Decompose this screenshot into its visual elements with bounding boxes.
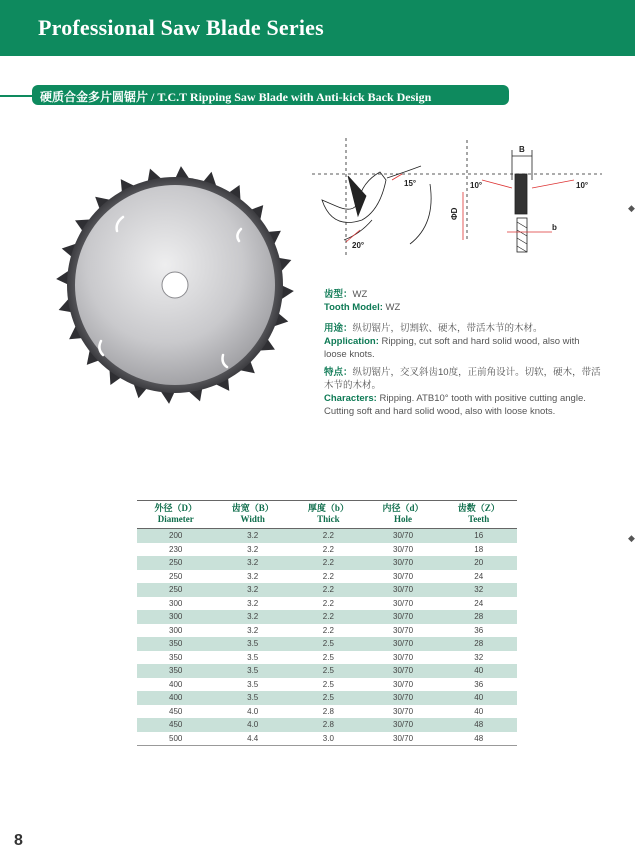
table-cell: 30/70 xyxy=(393,733,414,743)
table-cell: 3.5 xyxy=(214,664,291,678)
tooth-geometry-diagram xyxy=(312,130,607,260)
table-cell: 30/70 xyxy=(366,610,441,624)
table-cell: 450 xyxy=(137,718,214,732)
table-cell: 30/70 xyxy=(366,637,441,651)
table-row xyxy=(137,651,517,665)
table-row xyxy=(137,610,517,624)
table-row xyxy=(137,583,517,597)
thick-label: b xyxy=(552,223,557,232)
table-cell: 2.2 xyxy=(291,556,366,570)
tooth-model-block: 齿型：WZ Tooth Model: WZ xyxy=(324,289,401,313)
table-cell: 450 xyxy=(169,706,183,716)
header-banner xyxy=(0,0,635,56)
table-cell: 28 xyxy=(440,610,517,624)
page-number: 8 xyxy=(14,832,23,849)
table-cell: 2.2 xyxy=(291,529,366,543)
table-cell: 300 xyxy=(169,625,183,635)
table-cell: 3.5 xyxy=(214,691,291,705)
table-cell: 500 xyxy=(169,733,183,743)
table-row xyxy=(137,529,517,543)
table-cell: 32 xyxy=(440,583,517,597)
table-cell: 3.2 xyxy=(214,583,291,597)
table-cell: 200 xyxy=(137,529,214,543)
table-cell: 30/70 xyxy=(393,598,414,608)
table-cell: 2.5 xyxy=(322,679,334,689)
table-cell: 230 xyxy=(169,544,183,554)
header-diameter: 外径（D） Diameter xyxy=(154,503,197,524)
table-cell: 2.2 xyxy=(322,625,334,635)
application-block: 用途：纵切锯片，切割软、硬木，带活木节的木材。 Application: Ripping, cut soft and hard solid wood, also with loose knots. xyxy=(324,323,580,360)
table-cell: 400 xyxy=(169,679,183,689)
clearance-angle-label: 20° xyxy=(352,241,365,250)
table-cell: 250 xyxy=(169,571,183,581)
table-cell: 48 xyxy=(440,718,517,732)
table-cell: 2.2 xyxy=(291,610,366,624)
table-cell: 3.2 xyxy=(214,556,291,570)
table-cell: 250 xyxy=(137,556,214,570)
table-row xyxy=(137,624,517,638)
table-row xyxy=(137,637,517,651)
table-cell: 2.2 xyxy=(322,544,334,554)
table-cell: 350 xyxy=(137,637,214,651)
table-cell: 2.2 xyxy=(291,583,366,597)
table-cell: 30/70 xyxy=(393,679,414,689)
table-cell: 32 xyxy=(474,652,484,662)
table-cell: 48 xyxy=(474,733,484,743)
section-subtitle: 硬质合金多片圆锯片 / T.C.T Ripping Saw Blade with Anti-kick Back Design xyxy=(40,90,432,104)
table-cell: 2.5 xyxy=(291,691,366,705)
table-row xyxy=(137,664,517,678)
table-cell: 2.2 xyxy=(322,571,334,581)
spec-table xyxy=(137,500,517,746)
saw-blade-image xyxy=(55,165,295,405)
table-cell: 3.5 xyxy=(247,679,259,689)
header-thick: 厚度（b） Thick xyxy=(307,503,349,524)
table-cell: 30/70 xyxy=(366,556,441,570)
table-cell: 30/70 xyxy=(366,664,441,678)
table-cell: 2.8 xyxy=(322,706,334,716)
table-cell: 2.8 xyxy=(291,718,366,732)
table-cell: 2.2 xyxy=(322,598,334,608)
table-row xyxy=(137,732,517,746)
table-cell: 30/70 xyxy=(366,583,441,597)
table-cell: 3.2 xyxy=(247,625,259,635)
table-cell: 40 xyxy=(440,691,517,705)
table-cell: 3.2 xyxy=(247,571,259,581)
edge-marker: ◆ xyxy=(628,203,635,213)
table-cell: 40 xyxy=(440,664,517,678)
table-cell: 30/70 xyxy=(393,652,414,662)
table-cell: 4.0 xyxy=(247,706,259,716)
table-cell: 40 xyxy=(474,706,484,716)
table-cell: 4.0 xyxy=(214,718,291,732)
header-teeth: 齿数（Z） Teeth xyxy=(457,503,500,524)
bevel-angle-right-label: 10° xyxy=(576,181,589,190)
table-cell: 20 xyxy=(440,556,517,570)
table-cell: 2.5 xyxy=(291,637,366,651)
table-cell: 30/70 xyxy=(393,571,414,581)
table-cell: 16 xyxy=(440,529,517,543)
table-cell: 2.5 xyxy=(291,664,366,678)
table-cell: 3.0 xyxy=(322,733,334,743)
table-cell: 4.4 xyxy=(247,733,259,743)
table-cell: 30/70 xyxy=(366,718,441,732)
table-cell: 400 xyxy=(137,691,214,705)
table-cell: 3.2 xyxy=(247,544,259,554)
table-row xyxy=(137,556,517,570)
page-title: Professional Saw Blade Series xyxy=(38,15,324,40)
table-cell: 3.5 xyxy=(247,652,259,662)
edge-marker: ◆ xyxy=(628,533,635,543)
table-cell: 250 xyxy=(137,583,214,597)
table-cell: 36 xyxy=(474,679,484,689)
characters-block: 特点：纵切锯片，交叉斜齿10度，正前角设计。切软，硬木，带活木节的木材。 Characters: Ripping. ATB10° tooth with positive cutting angle. Cutting soft and hard solid wood, also with loose knots. xyxy=(324,367,601,417)
table-cell: 30/70 xyxy=(393,625,414,635)
table-header-row xyxy=(137,501,517,529)
header-width: 齿宽（B） Width xyxy=(231,503,274,524)
table-row xyxy=(137,705,517,719)
table-cell: 30/70 xyxy=(393,544,414,554)
table-cell: 28 xyxy=(440,637,517,651)
table-row xyxy=(137,597,517,611)
table-row xyxy=(137,543,517,557)
table-row xyxy=(137,678,517,692)
width-label: B xyxy=(519,145,525,154)
table-row xyxy=(137,718,517,732)
table-cell: 300 xyxy=(137,610,214,624)
table-cell: 36 xyxy=(474,625,484,635)
table-cell: 2.5 xyxy=(322,652,334,662)
table-cell: 30/70 xyxy=(366,691,441,705)
table-cell: 18 xyxy=(474,544,484,554)
table-cell: 30/70 xyxy=(393,706,414,716)
table-cell: 30/70 xyxy=(366,529,441,543)
table-cell: 3.2 xyxy=(247,598,259,608)
bevel-angle-left-label: 10° xyxy=(470,181,483,190)
rake-angle-label: 15° xyxy=(404,179,417,188)
header-hole: 内径（d） Hole xyxy=(382,503,424,524)
table-row xyxy=(137,691,517,705)
table-cell: 24 xyxy=(474,598,484,608)
table-cell: 24 xyxy=(474,571,484,581)
table-row xyxy=(137,570,517,584)
table-cell: 3.5 xyxy=(214,637,291,651)
table-cell: 3.2 xyxy=(214,529,291,543)
table-cell: 350 xyxy=(169,652,183,662)
table-cell: 3.2 xyxy=(214,610,291,624)
diameter-label: ΦD xyxy=(450,207,459,220)
table-cell: 350 xyxy=(137,664,214,678)
table-cell: 300 xyxy=(169,598,183,608)
